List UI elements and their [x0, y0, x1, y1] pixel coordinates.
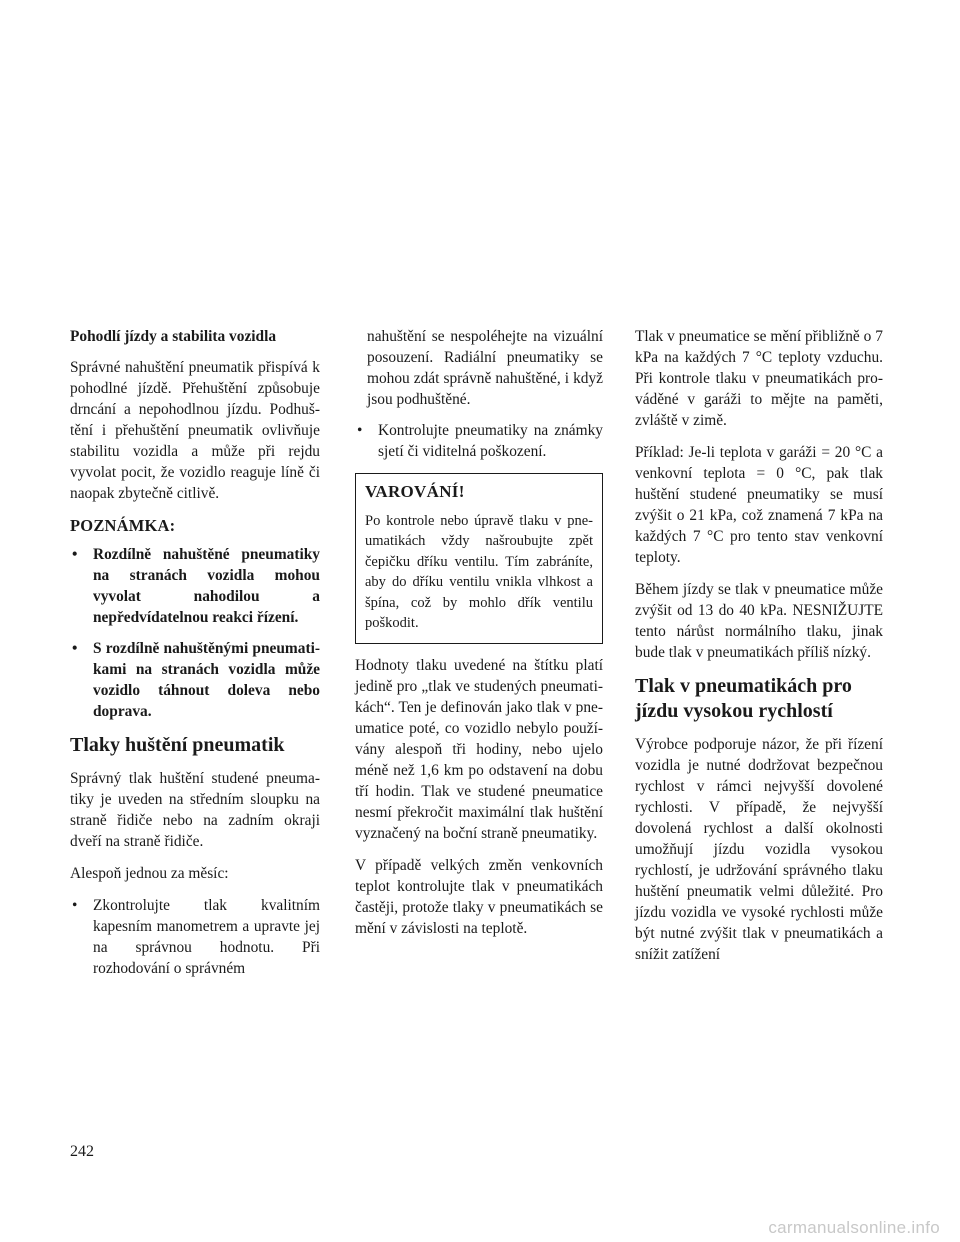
driving-pressure-paragraph: Během jízdy se tlak v pneumatice může zvýšit od 13 do 40 kPa. NESNIŽUJTE tento nárůst normálního tlaku, jinak bude tlak v pneumatikách příliš nízký. [635, 581, 883, 661]
ride-comfort-paragraph: Správné nahuštění pneumatik přispívá k pohodlné jízdě. Přehuštění způsobuje drncání a nepohodlnou jízdu. Podhuštění i přehuštění pneumatik ovlivňuje stabilitu vozidla a může při rejdu vyvolat pocit, že vozidlo reaguje líně či naopak zbytečně citlivě. [70, 359, 320, 502]
column-left [70, 326, 320, 990]
watermark: carmanualsonline.info [768, 1218, 940, 1237]
inflation-location-paragraph: Správný tlak huštění studené pneumatiky je uveden na středním sloupku na straně řidiče nebo na zadním okraji dveří na straně řidiče. [70, 770, 320, 850]
section-heading-high-speed: Tlak v pneumatikách pro jízdu vysokou rychlostí [635, 675, 852, 722]
note-list [70, 544, 320, 722]
warning-heading: VAROVÁNÍ! [365, 482, 465, 501]
page-number: 242 [70, 1143, 94, 1160]
damage-check-list [355, 420, 603, 462]
temperature-change-paragraph: V případě velkých změn venkovních teplot kontrolujte tlak v pneumatikách častěji, protože tlaky v pneumatikách se mění v závislosti na teplotě. [355, 856, 603, 937]
note-item: • S rozdílně nahuštěnými pneumatikami na stranách vozidla může vozidlo táhnout doleva nebo doprava. [70, 638, 320, 722]
note-heading: POZNÁMKA: [70, 516, 176, 535]
damage-check-item: • Kontrolujte pneumatiky na známky sjetí či viditelná poškození. [355, 420, 603, 462]
example-paragraph: Příklad: Je-li teplota v garáži = 20 °C a venkovní teplota = 0 °C, pak tlak huštění studené pneumatiky se musí zvýšit o 21 kPa, což znamená 7 kPa na každých 7 °C pro tento stav venkovní teploty. [635, 444, 883, 566]
monthly-check-paragraph: Alespoň jednou za měsíc: [70, 865, 229, 882]
ride-comfort-heading: Pohodlí jízdy a stabilita vozidla [70, 328, 277, 345]
high-speed-paragraph: Výrobce podporuje názor, že při řízení vozidla je nutné dodržovat bezpečnou rychlost v rámci nejvyšší dovolené rychlosti. V případě, že nejvyšší dovolená rychlost a další okolnosti umožňují jízdu vozidla vysokou rychlostí, je udržování správného tlaku huštění pneumatik velmi důležité. Pro jízdu vozidla ve vysoké rychlosti může být nutné zvýšit tlak v pneumatikách a snížit zatížení [635, 736, 883, 963]
gauge-check-item: • Zkontrolujte tlak kvalitním kapesním manometrem a upravte jej na správnou hodnotu. Při rozhodování o správném [70, 895, 320, 979]
pressure-change-paragraph: Tlak v pneumatice se mění přibližně o 7 kPa na každých 7 °C teploty vzduchu. Při kontrole tlaku v pneumatikách prováděné v garáži to mějte na paměti, zvláště v zimě. [635, 328, 883, 429]
section-heading-inflation: Tlaky huštění pneumatik [70, 734, 285, 756]
cold-pressure-paragraph: Hodnoty tlaku uvedené na štítku platí jedině pro „tlak ve studených pneumatikách“. Ten je definován jako tlak v pneumatice poté, co vozidlo nebylo používány alespoň tři hodiny, nebo ujelo méně než 1,6 km po odstavení na dobu tří hodin. Tlak ve studené pneumatice nesmí překročit maximální tlak huštění vyznačený na boční straně pneumatiky. [355, 656, 603, 842]
column-right [635, 326, 883, 976]
warning-text: Po kontrole nebo úpravě tlaku v pneumatikách vždy našroubujte zpět čepičku dříku ventilu. Tím zabráníte, aby do dříku ventilu vnikla vlhkost a špína, což by mohlo dřík ventilu poškodit. [365, 512, 593, 631]
warning-box [355, 473, 603, 644]
note-item: • Rozdílně nahuštěné pneumatiky na stranách vozidla mohou vyvolat nahodilou a nepředvídatelnou reakci řízení. [70, 544, 320, 628]
column-middle [355, 326, 603, 950]
gauge-check-item-continued: nahuštění se nespoléhejte na vizuální posouzení. Radiální pneumatiky se mohou zdát správně nahuštěné, i když jsou podhuštěné. [367, 328, 603, 408]
monthly-check-list [70, 895, 320, 979]
